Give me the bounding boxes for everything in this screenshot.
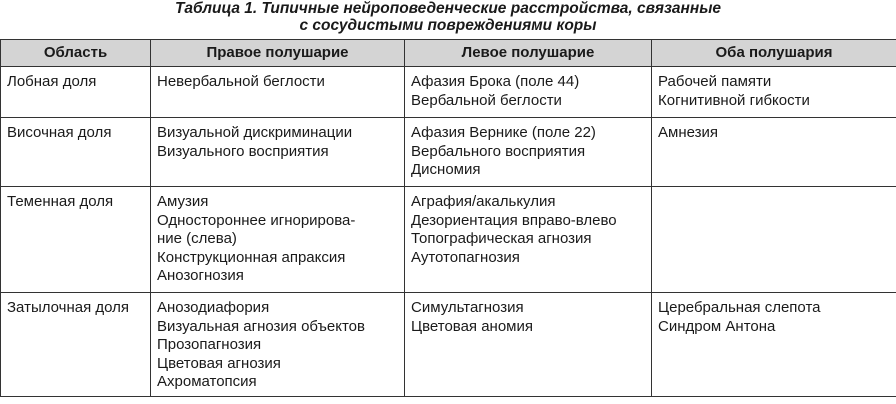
disorder-item: Визуального восприятия: [157, 142, 329, 160]
disorder-item: Конструкционная апраксия: [157, 248, 346, 266]
region-cell: [1, 187, 151, 293]
disorder-item: Аграфия/акалькулия: [411, 193, 556, 210]
table-row: [1, 67, 896, 118]
disorder-item: Дезориентация вправо-влево: [411, 211, 617, 229]
right-hemisphere-cell: [151, 293, 405, 397]
disorder-item: Цветовая аномия: [411, 317, 533, 335]
disorder-item: Одностороннее игнорирова-: [157, 211, 356, 229]
left-hemisphere-cell: [405, 67, 652, 118]
region-label: Затылочная доля: [7, 299, 130, 316]
both-hemispheres-cell: [652, 118, 896, 187]
right-hemisphere-cell: [151, 187, 405, 293]
region-label: Лобная доля: [7, 73, 97, 90]
table-row: [1, 187, 896, 293]
region-label: Теменная доля: [7, 193, 114, 210]
table-caption: [0, 0, 896, 36]
region-cell: [1, 118, 151, 187]
disorder-item: Анозодиафория: [157, 299, 270, 316]
both-hemispheres-cell: [652, 293, 896, 397]
disorder-item: Рабочей памяти: [658, 73, 772, 90]
disorder-item: Афазия Брока (поле 44): [411, 73, 580, 90]
table-row: [1, 118, 896, 187]
disorder-item: Топографическая агнозия: [411, 230, 592, 247]
caption-line-1: Таблица 1. Типичные нейроповеденческие расстройства, связанные: [174, 0, 722, 17]
right-hemisphere-cell: [151, 67, 405, 118]
disorder-item: Афазия Вернике (поле 22): [411, 124, 596, 141]
both-hemispheres-cell: [652, 67, 896, 118]
disorder-item: Прозопагнозия: [157, 336, 262, 353]
disorder-item: Симультагнозия: [411, 299, 524, 316]
right-hemisphere-cell: [151, 118, 405, 187]
left-hemisphere-cell: [405, 293, 652, 397]
header-both-hemispheres: Оба полушария: [652, 40, 896, 67]
left-hemisphere-cell: [405, 187, 652, 293]
disorder-item: Визуальной дискриминации: [157, 124, 353, 141]
disorder-item: Амнезия: [658, 124, 718, 141]
disorder-item: ние (слева): [157, 230, 237, 247]
header-right-hemisphere: Правое полушарие: [151, 40, 405, 67]
table-header-row: [1, 40, 896, 67]
header-region: Область: [1, 40, 151, 67]
disorder-item: Ахроматопсия: [157, 373, 257, 390]
left-hemisphere-cell: [405, 118, 652, 187]
region-cell: [1, 67, 151, 118]
disorder-item: Дисномия: [411, 161, 481, 178]
caption-line-2: с сосудистыми повреждениями коры: [299, 17, 597, 34]
disorders-table: [0, 39, 896, 397]
disorder-item: Невербальной беглости: [157, 73, 325, 90]
disorder-item: Синдром Антона: [658, 317, 776, 335]
disorder-item: Вербальной беглости: [411, 91, 562, 109]
disorder-item: Визуальная агнозия объектов: [157, 317, 365, 335]
table-row: [1, 293, 896, 397]
disorder-item: Когнитивной гибкости: [658, 91, 810, 109]
disorder-item: Анозогнозия: [157, 267, 244, 284]
header-left-hemisphere: Левое полушарие: [405, 40, 652, 67]
disorder-item: Вербального восприятия: [411, 142, 586, 160]
disorder-item: Церебральная слепота: [658, 299, 821, 316]
disorder-item: Аутотопагнозия: [411, 248, 520, 266]
region-cell: [1, 293, 151, 397]
both-hemispheres-cell: [652, 187, 896, 293]
region-label: Височная доля: [7, 124, 112, 141]
disorder-item: Амузия: [157, 193, 209, 210]
disorder-item: Цветовая агнозия: [157, 354, 281, 372]
